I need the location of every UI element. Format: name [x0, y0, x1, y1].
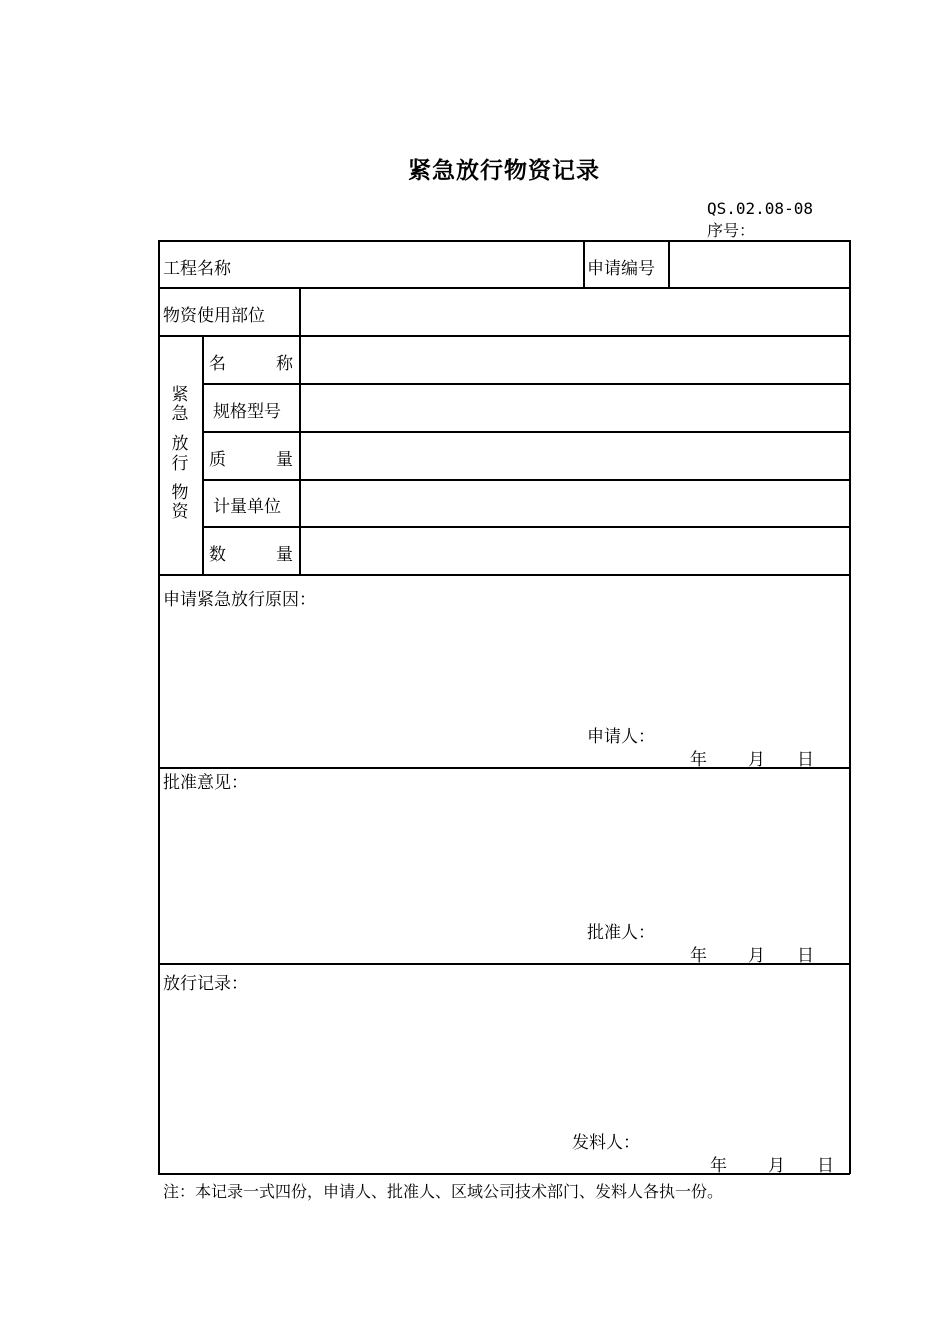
reason-text-area[interactable] — [162, 610, 846, 715]
applicant-label: 申请人： — [587, 727, 655, 747]
date-year: 年 — [690, 946, 707, 966]
group-label-char: 放 — [171, 434, 189, 454]
date-month: 月 — [748, 946, 765, 966]
material-name-value[interactable] — [303, 338, 847, 380]
row-label-left: 数 — [209, 545, 226, 565]
row-divider — [158, 963, 850, 965]
usage-location-label: 物资使用部位 — [163, 306, 265, 326]
material-quantity-value[interactable] — [303, 529, 847, 571]
date-year: 年 — [690, 750, 707, 770]
date-month: 月 — [768, 1156, 785, 1176]
date-day: 日 — [797, 750, 814, 770]
column-divider — [299, 287, 301, 575]
column-divider — [583, 240, 585, 288]
material-quality-value[interactable] — [303, 434, 847, 476]
usage-location-value[interactable] — [303, 290, 847, 332]
issuer-label: 发料人： — [572, 1133, 640, 1153]
material-unit-value[interactable] — [303, 482, 847, 524]
group-label-char: 物 — [171, 483, 189, 503]
row-divider — [158, 335, 850, 337]
release-record-heading: 放行记录： — [163, 974, 248, 994]
document-title: 紧急放行物资记录 — [408, 157, 600, 184]
row-label: 规格型号 — [213, 402, 281, 422]
date-day: 日 — [797, 946, 814, 966]
approver-label: 批准人： — [587, 923, 655, 943]
approval-text-area[interactable] — [162, 795, 846, 910]
group-label-char: 紧 — [171, 385, 189, 405]
date-month: 月 — [748, 750, 765, 770]
table-border-left — [158, 240, 160, 1174]
row-label-right: 称 — [276, 354, 293, 374]
reason-heading: 申请紧急放行原因： — [163, 590, 316, 610]
footnote: 注：本记录一式四份，申请人、批准人、区域公司技术部门、发料人各执一份。 — [163, 1182, 724, 1201]
group-label-char: 急 — [171, 404, 189, 424]
material-spec-value[interactable] — [303, 386, 847, 428]
group-label-char: 资 — [171, 502, 189, 522]
row-label-right: 量 — [276, 450, 293, 470]
row-divider — [158, 287, 850, 289]
project-name-label: 工程名称 — [163, 259, 231, 279]
date-day: 日 — [817, 1156, 834, 1176]
project-name-value[interactable] — [240, 243, 580, 285]
table-border-top — [158, 240, 850, 242]
row-label-left: 名 — [209, 354, 226, 374]
release-record-text-area[interactable] — [162, 995, 846, 1115]
document-code: QS.02.08-08 — [707, 199, 813, 218]
date-year: 年 — [710, 1156, 727, 1176]
column-divider — [668, 240, 670, 288]
column-divider — [202, 335, 204, 575]
row-label-right: 量 — [276, 545, 293, 565]
application-number-value[interactable] — [672, 243, 847, 285]
row-divider — [158, 767, 850, 769]
row-label: 计量单位 — [213, 497, 281, 517]
approval-heading: 批准意见： — [163, 773, 248, 793]
serial-number-label: 序号： — [707, 221, 756, 240]
row-divider — [158, 574, 850, 576]
table-border-right — [849, 240, 851, 1174]
group-label-char: 行 — [171, 454, 189, 474]
table-border-bottom — [158, 1173, 850, 1175]
row-label-left: 质 — [209, 450, 226, 470]
application-number-label: 申请编号 — [587, 259, 655, 279]
